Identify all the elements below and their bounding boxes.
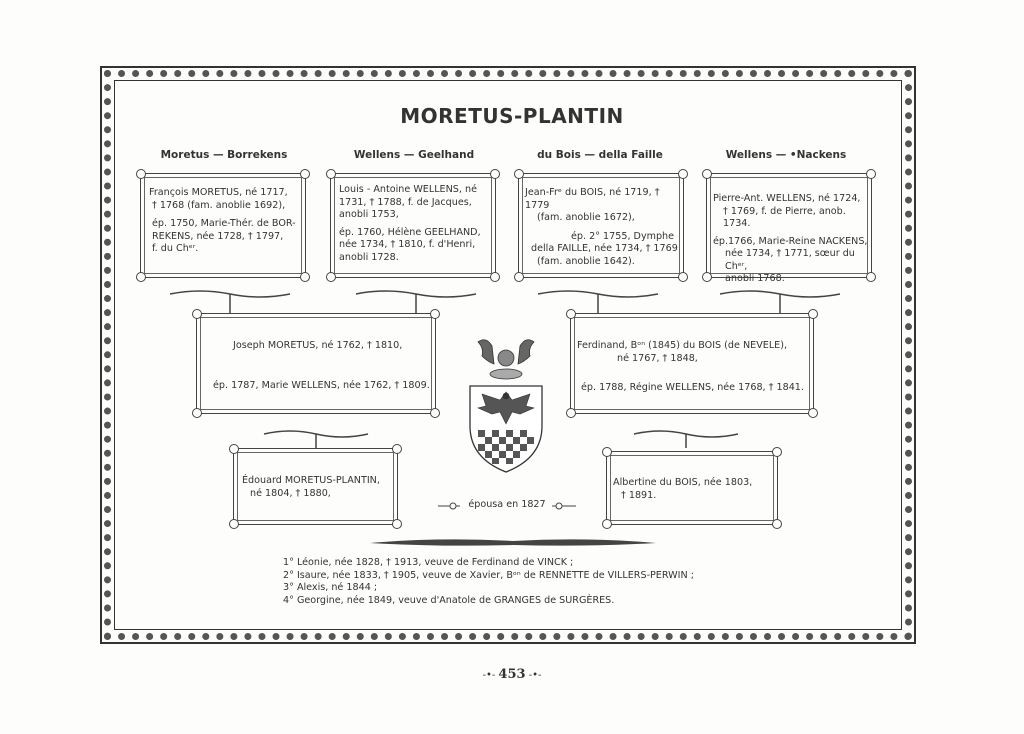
marriage-note: épousa en 1827 — [468, 499, 546, 510]
list-item: 3° Alexis, né 1844 ; — [283, 582, 378, 593]
entry-line: della FAILLE, née 1734, † 1769 — [531, 243, 678, 254]
children-list — [283, 557, 694, 607]
genealogy-box-joseph-moretus — [196, 313, 436, 414]
entry-line: née 1734, † 1810, f. d'Henri, — [339, 239, 476, 250]
genealogy-box-dubois-dellafaille — [518, 173, 684, 278]
entry-line: † 1769, f. de Pierre, anob. 1734. — [723, 205, 846, 229]
page-number: -•- 453 -•- — [482, 667, 542, 682]
entry-line: anobli 1768. — [725, 273, 785, 284]
entry-line: Édouard MORETUS-PLANTIN, — [242, 475, 380, 486]
genealogy-box-moretus-borrekens — [140, 173, 306, 278]
entry-line: né 1804, † 1880, — [250, 488, 331, 499]
entry-line: ép. 1788, Régine WELLENS, née 1768, † 1841. — [581, 382, 804, 393]
entry-line: (fam. anoblie 1672), — [537, 212, 635, 223]
column-heading-1: Moretus — Borrekens — [160, 149, 288, 161]
coat-of-arms-icon — [464, 334, 548, 476]
list-item: 4° Georgine, née 1849, veuve d'Anatole de GRANGES de SURGÈRES. — [283, 594, 615, 606]
genealogy-box-ferdinand-dubois — [570, 313, 814, 414]
list-item: 1° Léonie, née 1828, † 1913, veuve de Ferdinand de VINCK ; — [283, 557, 574, 568]
entry-line: anobli 1753, — [339, 209, 399, 220]
entry-line: François MORETUS, né 1717, — [149, 187, 288, 198]
genealogy-box-albertine-dubois — [606, 451, 778, 525]
entry-line: Louis - Antoine WELLENS, né — [339, 184, 477, 195]
list-item: 2° Isaure, née 1833, † 1905, veuve de Xavier, Bᵒⁿ de RENNETTE de VILLERS-PERWIN ; — [283, 569, 694, 581]
column-heading-2: Wellens — Geelhand — [353, 149, 475, 161]
entry-line: f. du Chᵉʳ. — [152, 243, 199, 254]
genealogy-box-wellens-nackens — [706, 173, 872, 284]
entry-line: Joseph MORETUS, né 1762, † 1810, — [233, 340, 403, 351]
entry-line: ép. 1760, Hélène GEELHAND, — [339, 226, 481, 238]
entry-line: Ferdinand, Bᵒⁿ (1845) du BOIS (de NEVELE), — [577, 340, 788, 351]
genealogy-box-edouard-moretus-plantin — [233, 448, 398, 525]
entry-line: ép. 1750, Marie-Thér. de BOR- — [152, 218, 296, 229]
entry-line: ép. 1787, Marie WELLENS, née 1762, † 1809. — [213, 380, 430, 391]
entry-line: Jean-Frᵉ du BOIS, né 1719, † 1779 — [525, 187, 660, 211]
entry-line: anobli 1728. — [339, 251, 399, 263]
children-rule — [368, 535, 658, 551]
entry-line: Albertine du BOIS, née 1803, — [613, 477, 753, 488]
column-heading-3: du Bois — della Faille — [537, 149, 663, 161]
entry-line: 1731, † 1788, f. de Jacques, — [339, 196, 472, 208]
entry-line: † 1891. — [621, 490, 657, 501]
entry-line: né 1767, † 1848, — [617, 353, 698, 364]
entry-line: REKENS, née 1728, † 1797, — [152, 230, 284, 242]
entry-line: † 1768 (fam. anoblie 1692), — [152, 199, 286, 211]
entry-line: (fam. anoblie 1642). — [537, 255, 635, 267]
genealogy-box-wellens-geelhand — [330, 173, 496, 278]
entry-line: Pierre-Ant. WELLENS, né 1724, — [713, 193, 861, 204]
entry-line: ép.1766, Marie-Reine NACKENS, — [713, 235, 868, 247]
entry-line: née 1734, † 1771, sœur du Chᵉʳ, — [725, 248, 855, 272]
entry-line: ép. 2° 1755, Dymphe — [571, 230, 675, 242]
page-title: MORETUS-PLANTIN — [400, 104, 624, 128]
column-heading-4: Wellens — •Nackens — [725, 149, 847, 161]
